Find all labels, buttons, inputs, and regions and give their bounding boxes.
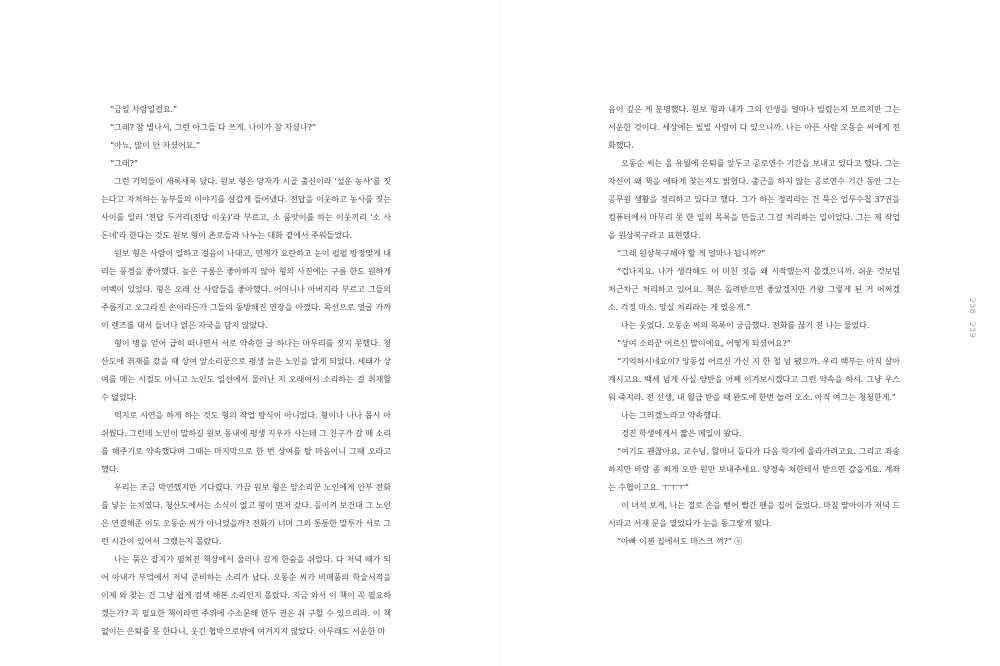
spine-divider: [500, 0, 501, 666]
body-paragraph: 경진 학생에게서 짧은 메일이 왔다.: [621, 428, 742, 438]
body-paragraph: 그런 기억들이 새록새록 났다. 원보 형은 당자가 시골 출신이라 ‘설운 농사’를 짓는다고 자처하는 농부들의 이야기를 살갑게 들어냈다. 전답을 이웃하고 농사를 짓는 사이를 일러 ‘전답 두거리(전답 이웃)’라 부르고, 소 품앗이를 하는 이웃끼리 ‘소 사돈네’라 한다는 것도 원보 형이 촌로들과 나누는 대화 곁에서 주워들었다.: [101, 176, 391, 240]
body-paragraph: 형이 병을 얻어 급히 떠나면서 서로 약속한 글 하나는 마무리를 짓지 못했다. 청산도에 취재를 갔을 때 상여 앞소리꾼으로 평생 늙은 노인을 알게 되었다. 세태가 상여를 메는 시절도 아니고 노인도 일선에서 물러난 지 오래여서 소리하는 걸 취재할 수 없었다.: [101, 338, 391, 402]
body-paragraph: 오동순 씨는 올 유월에 은퇴를 앞두고 공로연수 기간을 보내고 있다고 했다. 그는 자신이 왜 책을 애타게 찾는지도 밝혔다. 출근을 하지 않는 공로연수 기간 동안 그는 공무원 생활을 정리하고 있다고 했다. 그가 하는 정리라는 건 묵은 업무수첩 37권을 컴퓨터에서 마무리 못 한 일의 목록을 만들고 그걸 처리하는 일이었다. 그는 제 작업을 원상복구라고 표현했다.: [608, 158, 900, 240]
page-number-left: 238: [968, 298, 976, 315]
dialogue-paragraph: “그래 원상복구해야 할 게 얼마나 됩니까?”: [617, 248, 766, 258]
body-paragraph: 음이 깊은 게 분명했다. 원보 형과 내가 그의 인생을 얼마나 빌렸는지 모르지만 그는 서운한 것이다. 세상에는 빌빌 사람이 다 있으니까. 나는 아픈 사람 오동순 씨에게 전화했다.: [608, 104, 900, 150]
left-page-text: [101, 100, 391, 640]
body-paragraph: 우리는 조금 막연했지만 기다렸다. 가끔 원보 형은 앞소리꾼 노인에게 안부 전화를 넣는 눈치였다. 청산도에서는 소식이 없고 형이 먼저 갔다. 돌이켜 보건대 그 노인은 연결해준 이도 오동순 씨가 아니었을까? 전화기 너머 그의 통통한 말투가 서로 그런 시간이 있어서 그랬는지 몰랐다.: [101, 482, 391, 546]
body-paragraph: 나는 묶은 잡지가 펼쳐진 책상에서 물러나 길게 한숨을 쉬었다. 다 저녁 때가 되어 아내가 부엌에서 저녁 준비하는 소리가 났다. 오동순 씨가 비매품의 학술서적을 이제 와 찾는 건 그냥 쉽게 검색 해본 소리인지 몰랐다. 지금 와서 이 책이 꼭 필요하겠는가? 꼭 필요한 책이라면 주위에 수소문해 한두 권은 쉬 구할 수 있으리라. 이 책 없이는 은퇴를 못 한다니, 웃긴 협박으로밖에 여겨지지 않았다. 아무래도 서운한 마: [101, 554, 391, 636]
body-paragraph: 나는 웃었다. 오동순 씨의 목록이 궁금했다. 전화를 끊기 전 나는 물었다.: [621, 320, 870, 330]
body-paragraph: 원보 형은 사람이 일하고 걸음이 나대고, 연계가 요란하고 눈이 펄펄 방정맞게 내리는 풍경을 좋아했다. 높은 구름은 좋아하지 않아 형의 사진에는 구름 한도 원하게 여백이 있었다. 형은 오래 산 사람들을 좋아했다. 어머니나 아버지라 부르고 그들의 주름지고 오그라진 손이라든가 그들의 동방해진 연장을 아꼈다. 목선으로 얼굴 가까이 렌즈를 대서 들녀나 얽은 자국을 담지 않았다.: [101, 248, 391, 330]
body-paragraph: 억지로 시연을 하게 하는 것도 형의 작업 방식이 아니었다. 형이나 나나 몹시 아쉬웠다. 그런데 노인이 말하길 원보 동내에 평생 지우가 사는데 그 친구가 갈 때 소리를 해주기로 약속했다며 그때는 마지막으로 한 번 상여를 탈 마음이니 그때 오라고 했다.: [101, 410, 391, 474]
dialogue-paragraph: “그래? 참 별나서, 그런 아그들 다 쓰게. 나이가 참 자셨나?”: [110, 122, 316, 132]
dialogue-paragraph: “상여 소리꾼 어르신 말이에요, 어떻게 되셨어요?”: [617, 338, 791, 348]
dialogue-paragraph: “아뇨, 많이 안 자셨어요.”: [110, 140, 200, 150]
page-number-right: 239: [968, 322, 976, 339]
right-page-text: [608, 100, 900, 550]
dialogue-paragraph: “여기도 괜찮아요, 교수님. 할머니 돌다가 다음 학기에 올라가려고요. 그리고 죄송하지만 바람 좀 쐬게 오만 원만 보내주세요. 양경숙 쳐한테서 받으면 갚을게요. 계좌는 수협이고요. ㅜㅜㅜ”: [608, 446, 900, 492]
dialogue-paragraph: “금일 사람일걸요.”: [110, 104, 178, 114]
body-paragraph: 나는 그러겠노라고 약속했다.: [621, 410, 722, 420]
dialogue-paragraph: “아빠 이젠 집에서도 마스크 껴?” ⓢ: [617, 536, 743, 546]
dialogue-paragraph: “기억하시네요이? 앙동섭 어르신 가신 지 한 철 넘 됐으까. 우리 백부는 아직 살아 계시고요. 백세 넘게 사실 양반을 어째 이겨보시겠다고 그런 약속을 하셔. 그냥 우스워 죽지라. 전 선생, 내 월급 받을 때 완도에 한번 놀러 오소. 아직 여그는 청청한게.”: [608, 356, 900, 402]
dialogue-paragraph: “겁나지요. 나가 생각해도 이 미친 짓을 왜 시작했는지 몰겠으니까. 쉬운 것보덤 처근차근 처리하고 있어요. 책은 돌려받으면 좋았겠지만 가왕 그렇게 된 거 어쩌겠소. 걱정 마소. 망실 처리라는 게 있응게.”: [608, 266, 900, 312]
dialogue-paragraph: “그래?”: [110, 158, 138, 168]
body-paragraph: 이 녀석 보게, 나는 절로 손을 뻗어 빨간 펜을 집어 들었다. 마침 딸아이가 저녁 드시라고 서재 문을 열었다가 눈을 동그랗게 떴다.: [608, 500, 900, 528]
